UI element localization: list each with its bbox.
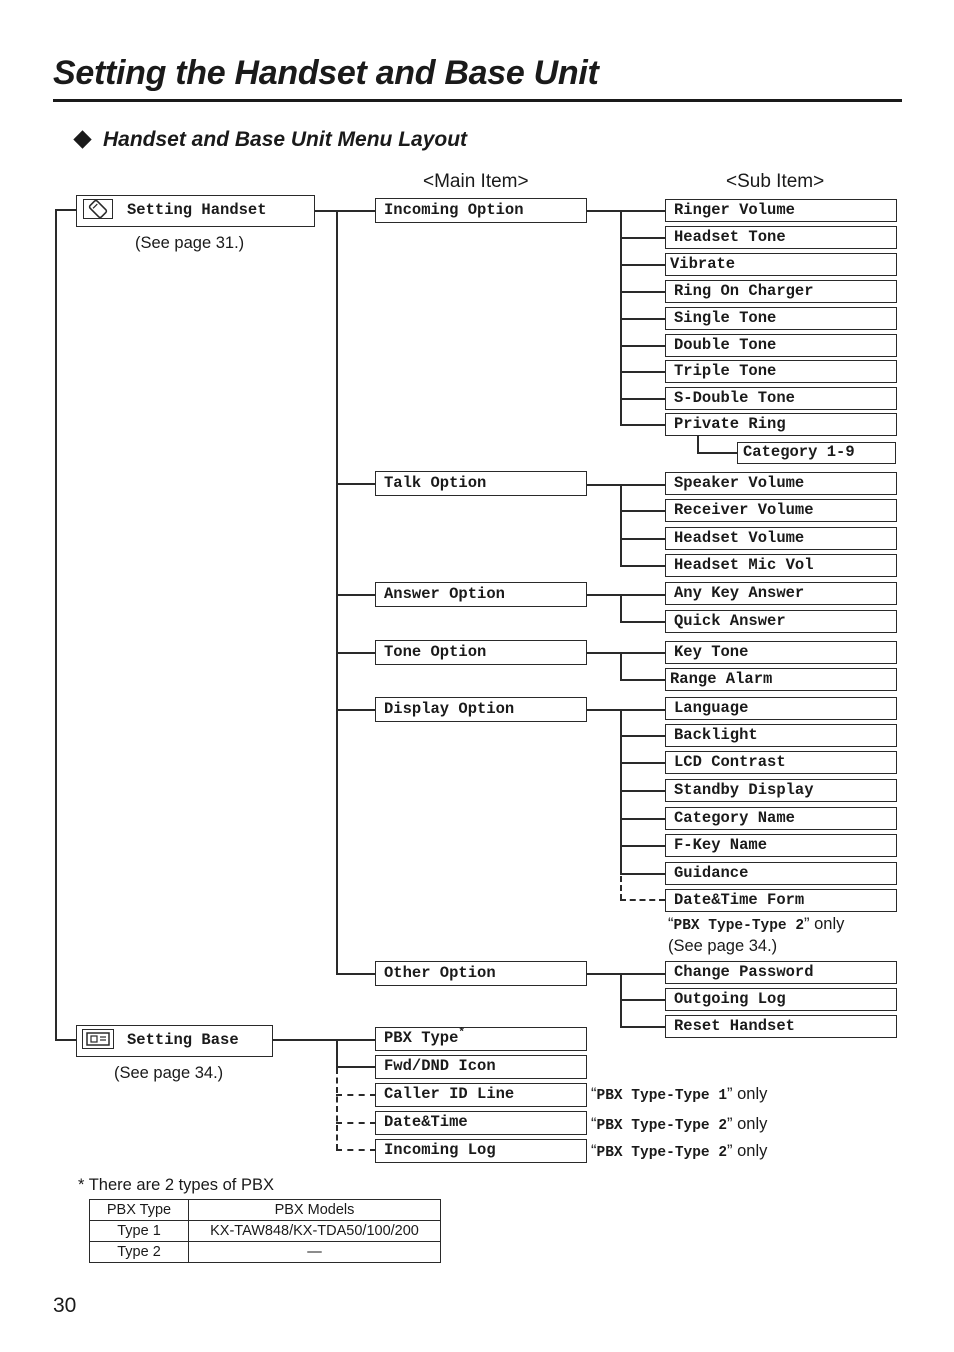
sub-item-lcd-contrast: LCD Contrast <box>665 751 897 774</box>
connector <box>620 371 665 373</box>
connector <box>336 709 376 711</box>
connector <box>620 1026 665 1028</box>
quote-close: ” only <box>727 1142 768 1160</box>
connector <box>55 1039 77 1041</box>
sub-item-double-tone: Double Tone <box>665 334 897 357</box>
sub-item-change-password: Change Password <box>665 961 897 984</box>
connector <box>620 291 665 293</box>
footnote: * There are 2 types of PBX <box>78 1176 274 1194</box>
connector <box>620 237 665 239</box>
quote-open: “ <box>591 1115 597 1133</box>
sub-item-category: Category 1-9 <box>737 442 896 464</box>
sub-item-backlight: Backlight <box>665 724 897 747</box>
connector <box>336 594 376 596</box>
connector <box>336 483 376 485</box>
connector <box>620 845 665 847</box>
sub-item-s-double-tone: S-Double Tone <box>665 387 897 410</box>
sub-item-reset-handset: Reset Handset <box>665 1015 897 1038</box>
handset-icon <box>83 199 113 219</box>
sub-item-quick-answer: Quick Answer <box>665 610 897 633</box>
table-row <box>90 1221 441 1242</box>
connector <box>55 209 57 1041</box>
dashed-connector <box>620 899 665 901</box>
sub-item-f-key-name: F-Key Name <box>665 834 897 857</box>
connector <box>620 318 665 320</box>
dashed-connector <box>336 1068 338 1150</box>
page-title: Setting the Handset and Base Unit <box>53 54 599 92</box>
sub-item-vibrate: Vibrate <box>665 253 897 276</box>
connector <box>587 210 665 212</box>
connector <box>314 210 376 212</box>
base-item-caller-id-line: Caller ID Line <box>375 1083 587 1107</box>
dashed-connector <box>620 876 622 900</box>
sub-item-key-tone: Key Tone <box>665 641 897 664</box>
base-item-incoming-log: Incoming Log <box>375 1139 587 1163</box>
dashed-connector <box>336 1149 376 1151</box>
title-rule <box>53 99 902 102</box>
table-header-row <box>90 1200 441 1221</box>
sub-item-ringer-volume: Ringer Volume <box>665 199 897 222</box>
sub-item-standby-display: Standby Display <box>665 779 897 802</box>
connector <box>620 510 665 512</box>
sub-item-triple-tone: Triple Tone <box>665 360 897 383</box>
table-cell: — <box>189 1242 441 1263</box>
connector <box>336 652 376 654</box>
sub-item-date-time-form: Date&Time Form <box>665 889 897 912</box>
main-item-incoming-option: Incoming Option <box>375 198 587 223</box>
pbx-type-label: PBX Type <box>384 1029 459 1047</box>
setting-base-box <box>76 1025 273 1057</box>
setting-handset-label: Setting Handset <box>127 201 267 219</box>
quote-open: “ <box>591 1142 597 1160</box>
quote-close: ” only <box>804 915 845 933</box>
setting-handset-box <box>76 195 315 227</box>
connector <box>620 621 665 623</box>
sub-item-range-alarm: Range Alarm <box>665 668 897 691</box>
sub-item-headset-mic-vol: Headset Mic Vol <box>665 554 897 577</box>
quote-open: “ <box>668 915 674 933</box>
sub-item-receiver-volume: Receiver Volume <box>665 499 897 522</box>
pbx-type-code: PBX Type-Type 2 <box>596 1145 728 1161</box>
connector <box>620 264 665 266</box>
base-unit-icon <box>82 1029 114 1049</box>
table-row <box>90 1242 441 1263</box>
pbx-type-table <box>89 1199 441 1263</box>
pbx-type-code: PBX Type-Type 2 <box>596 1118 728 1134</box>
sub-item-private-ring: Private Ring <box>665 413 897 436</box>
connector <box>620 538 665 540</box>
diamond-bullet-icon <box>73 130 91 148</box>
date-time-form-condition <box>668 915 844 934</box>
section-heading-text: Handset and Base Unit Menu Layout <box>103 128 468 151</box>
connector <box>620 873 665 875</box>
connector <box>336 973 376 975</box>
setting-handset-note: (See page 31.) <box>135 234 245 252</box>
sub-item-any-key-answer: Any Key Answer <box>665 582 897 605</box>
date-time-condition <box>591 1115 767 1134</box>
connector <box>620 818 665 820</box>
main-item-column-header: <Main Item> <box>423 171 529 192</box>
connector <box>620 790 665 792</box>
connector <box>587 652 665 654</box>
incoming-log-condition <box>591 1142 767 1161</box>
sub-item-headset-tone: Headset Tone <box>665 226 897 249</box>
table-header: PBX Type <box>90 1200 189 1221</box>
sub-item-column-header: <Sub Item> <box>726 171 825 192</box>
table-cell: Type 1 <box>90 1221 189 1242</box>
main-item-display-option: Display Option <box>375 697 587 722</box>
connector <box>620 762 665 764</box>
connector <box>336 1039 338 1067</box>
quote-close: ” only <box>727 1085 768 1103</box>
setting-base-label: Setting Base <box>127 1031 239 1049</box>
quote-close: ” only <box>727 1115 768 1133</box>
sub-item-single-tone: Single Tone <box>665 307 897 330</box>
main-item-talk-option: Talk Option <box>375 471 587 496</box>
connector <box>620 424 665 426</box>
connector <box>587 484 665 486</box>
sub-item-language: Language <box>665 697 897 720</box>
connector <box>620 565 665 567</box>
section-heading <box>72 128 467 152</box>
caller-id-line-condition <box>591 1085 767 1104</box>
connector <box>620 594 622 622</box>
connector <box>620 345 665 347</box>
base-item-pbx-type <box>375 1027 587 1051</box>
connector <box>336 1066 376 1068</box>
asterisk: * <box>458 1027 466 1039</box>
pbx-type-code: PBX Type-Type 2 <box>673 918 805 934</box>
base-item-date-time: Date&Time <box>375 1111 587 1135</box>
connector <box>587 973 665 975</box>
setting-base-note: (See page 34.) <box>114 1064 224 1082</box>
sub-item-category-name: Category Name <box>665 807 897 830</box>
connector <box>620 999 665 1001</box>
pbx-type-code: PBX Type-Type 1 <box>596 1088 728 1104</box>
connector <box>587 594 665 596</box>
connector <box>587 709 665 711</box>
sub-item-ring-on-charger: Ring On Charger <box>665 280 897 303</box>
table-header: PBX Models <box>189 1200 441 1221</box>
sub-item-guidance: Guidance <box>665 862 897 885</box>
sub-item-headset-volume: Headset Volume <box>665 527 897 550</box>
dashed-connector <box>336 1122 376 1124</box>
connector <box>697 452 738 454</box>
sub-item-speaker-volume: Speaker Volume <box>665 472 897 495</box>
main-item-tone-option: Tone Option <box>375 640 587 665</box>
sub-item-outgoing-log: Outgoing Log <box>665 988 897 1011</box>
page-number: 30 <box>53 1294 77 1317</box>
table-cell: KX-TAW848/KX-TDA50/100/200 <box>189 1221 441 1242</box>
table-cell: Type 2 <box>90 1242 189 1263</box>
connector <box>620 735 665 737</box>
connector <box>620 652 622 680</box>
quote-open: “ <box>591 1085 597 1103</box>
main-item-answer-option: Answer Option <box>375 582 587 607</box>
dashed-connector <box>336 1094 376 1096</box>
connector <box>620 484 622 566</box>
base-item-fwd-dnd-icon: Fwd/DND Icon <box>375 1055 587 1079</box>
connector <box>272 1039 376 1041</box>
main-item-other-option: Other Option <box>375 961 587 986</box>
date-time-form-see-page: (See page 34.) <box>668 937 778 955</box>
connector <box>336 210 338 974</box>
connector <box>55 209 77 211</box>
connector <box>620 679 665 681</box>
connector <box>620 398 665 400</box>
